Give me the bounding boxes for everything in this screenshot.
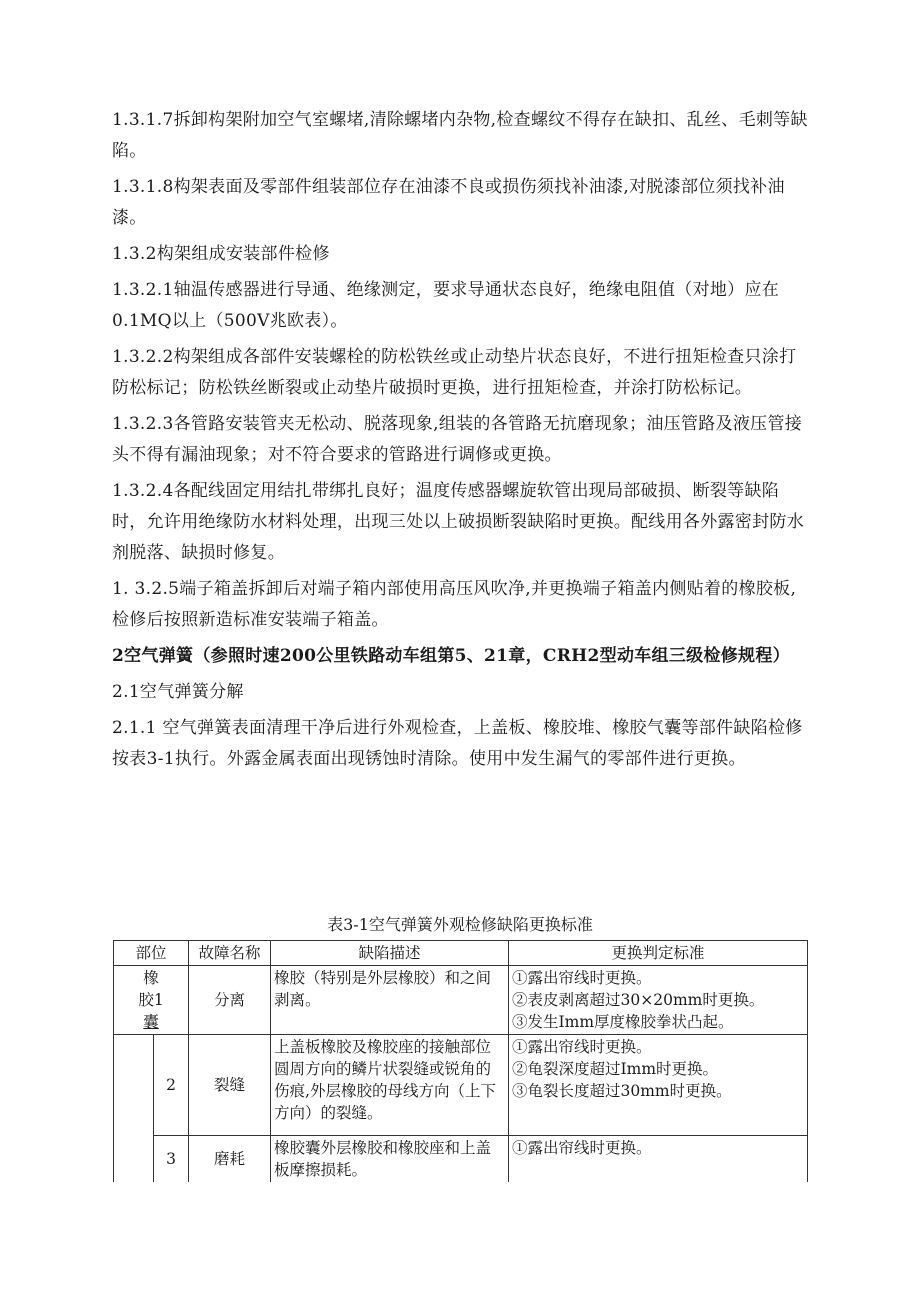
paragraph-1-3-2-5: 1. 3.2.5端子箱盖拆卸后对端子箱内部使用高压风吹净,并更换端子箱盖内侧贴着的橡胶板,检修后按照新造标准安装端子箱盖。	[112, 579, 797, 630]
table-row	[114, 966, 808, 1035]
fault-name: 分离	[189, 966, 271, 1035]
fault-name: 磨耗	[189, 1136, 271, 1183]
body-text	[112, 105, 812, 780]
table-row	[114, 1136, 808, 1183]
part-cell-continued	[114, 1035, 154, 1183]
defect-description: 橡胶囊外层橡胶和橡胶座和上盖板摩擦损耗。	[271, 1136, 509, 1183]
table-row	[114, 1035, 808, 1136]
table-header-row	[114, 941, 808, 966]
header-fault: 故障名称	[189, 941, 271, 966]
defect-description: 上盖板橡胶及橡胶座的接触部位圆周方向的鳞片状裂缝或锐角的伤痕,外层橡胶的母线方向（上下方向）的裂缝。	[271, 1035, 509, 1136]
replacement-criteria: ①露出帘线时更换。 ②表皮剥离超过30×20mm时更换。 ③发生Imm厚度橡胶拳状凸起。	[509, 966, 808, 1035]
chapter-heading-2: 2空气弹簧（参照时速200公里铁路动车组第5、21章，CRH2型动车组三级检修规程）	[112, 646, 790, 666]
section-heading-2-1: 2.1空气弹簧分解	[112, 682, 244, 702]
part-cell: 橡 胶1 囊	[114, 966, 189, 1035]
paragraph-1-3-1-8: 1.3.1.8构架表面及零部件组装部位存在油漆不良或损伤须找补油漆,对脱漆部位须找补油漆。	[112, 177, 785, 228]
replacement-criteria: ①露出帘线时更换。	[509, 1136, 808, 1183]
header-criteria: 更换判定标准	[509, 941, 808, 966]
paragraph-1-3-2-4: 1.3.2.4各配线固定用结扎带绑扎良好；温度传感器螺旋软管出现局部破损、断裂等缺陷时，允许用绝缘防水材料处理，出现三处以上破损断裂缺陷时更换。配线用各外露密封防水剂脱落、缺损时修复。	[112, 481, 804, 563]
paragraph-1-3-2-2: 1.3.2.2构架组成各部件安装螺栓的防松铁丝或止动垫片状态良好，不进行扭矩检查只涂打防松标记；防松铁丝断裂或止动垫片破损时更换，进行扭矩检查，并涂打防松标记。	[112, 347, 797, 398]
row-number: 3	[154, 1136, 189, 1183]
row-number: 2	[154, 1035, 189, 1136]
paragraph-1-3-2-3: 1.3.2.3各管路安装管夹无松动、脱落现象,组装的各管路无抗磨现象；油压管路及液压管接头不得有漏油现象；对不符合要求的管路进行调修或更换。	[112, 414, 803, 465]
fault-name: 裂缝	[189, 1035, 271, 1136]
paragraph-1-3-1-7: 1.3.1.7拆卸构架附加空气室螺堵,清除螺堵内杂物,检查螺纹不得存在缺扣、乱丝、毛刺等缺陷。	[112, 110, 808, 161]
paragraph-1-3-2-1: 1.3.2.1轴温传感器进行导通、绝缘测定，要求导通状态良好，绝缘电阻值（对地）应在0.1MQ以上（500V兆欧表）。	[112, 280, 780, 331]
table-caption: 表3-1空气弹簧外观检修缺陷更换标准	[327, 915, 593, 934]
paragraph-2-1-1: 2.1.1 空气弹簧表面清理干净后进行外观检查，上盖板、橡胶堆、橡胶气囊等部件缺陷检修按表3-1执行。外露金属表面出现锈蚀时清除。使用中发生漏气的零部件进行更换。	[112, 718, 803, 769]
defect-description: 橡胶（特别是外层橡胶）和之间剥离。	[271, 966, 509, 1035]
section-heading-1-3-2: 1.3.2构架组成安装部件检修	[112, 244, 330, 264]
defect-table	[113, 940, 808, 1182]
header-desc: 缺陷描述	[271, 941, 509, 966]
replacement-criteria: ①露出帘线时更换。 ②龟裂深度超过Imm时更换。 ③龟裂长度超过30mm时更换。	[509, 1035, 808, 1136]
header-part: 部位	[114, 941, 189, 966]
